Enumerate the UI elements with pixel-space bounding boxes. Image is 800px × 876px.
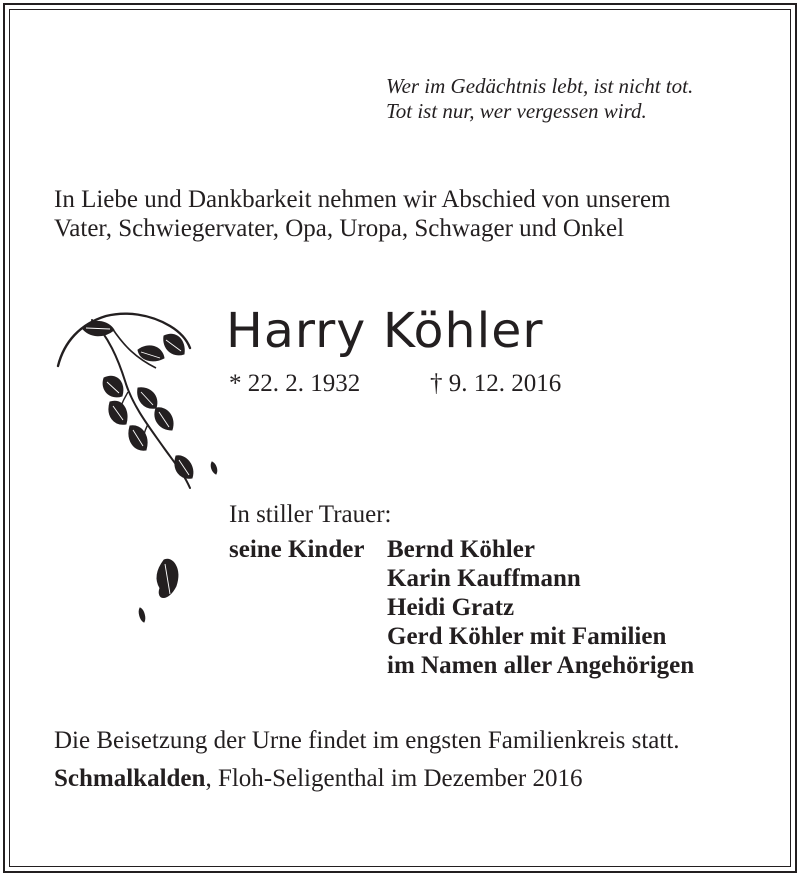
quote-line-2: Tot ist nur, wer vergessen wird. — [386, 99, 647, 123]
intro-line-1: In Liebe und Dankbarkeit nehmen wir Abschied von unserem — [54, 186, 671, 213]
mourners-label: seine Kinder — [229, 536, 365, 563]
mourner-name: Bernd Köhler — [387, 536, 535, 563]
birth-date: * 22. 2. 1932 — [229, 370, 361, 397]
mourners-heading: In stiller Trauer: — [229, 501, 392, 528]
mourner-name: Karin Kauffmann — [387, 565, 581, 592]
deceased-name: Harry Köhler — [226, 303, 544, 359]
intro-line-2: Vater, Schwiegervater, Opa, Uropa, Schwager und Onkel — [54, 215, 625, 242]
mourners-list — [387, 535, 694, 680]
birch-branch-icon — [52, 306, 232, 626]
mourner-name: im Namen aller Angehörigen — [387, 652, 695, 679]
funeral-note: Die Beisetzung der Urne findet im engsten Familienkreis statt. — [54, 727, 680, 754]
quote-line-1: Wer im Gedächtnis lebt, ist nicht tot. — [386, 74, 694, 98]
memorial-quote — [386, 74, 693, 124]
place-date-line — [54, 764, 582, 794]
death-date: † 9. 12. 2016 — [430, 370, 562, 397]
place-name: Schmalkalden — [54, 765, 206, 792]
mourner-name: Heidi Gratz — [387, 594, 515, 621]
place-and-date: , Floh-Seligenthal im Dezember 2016 — [205, 765, 583, 792]
mourner-name: Gerd Köhler mit Familien — [387, 623, 667, 650]
farewell-intro — [54, 185, 671, 243]
